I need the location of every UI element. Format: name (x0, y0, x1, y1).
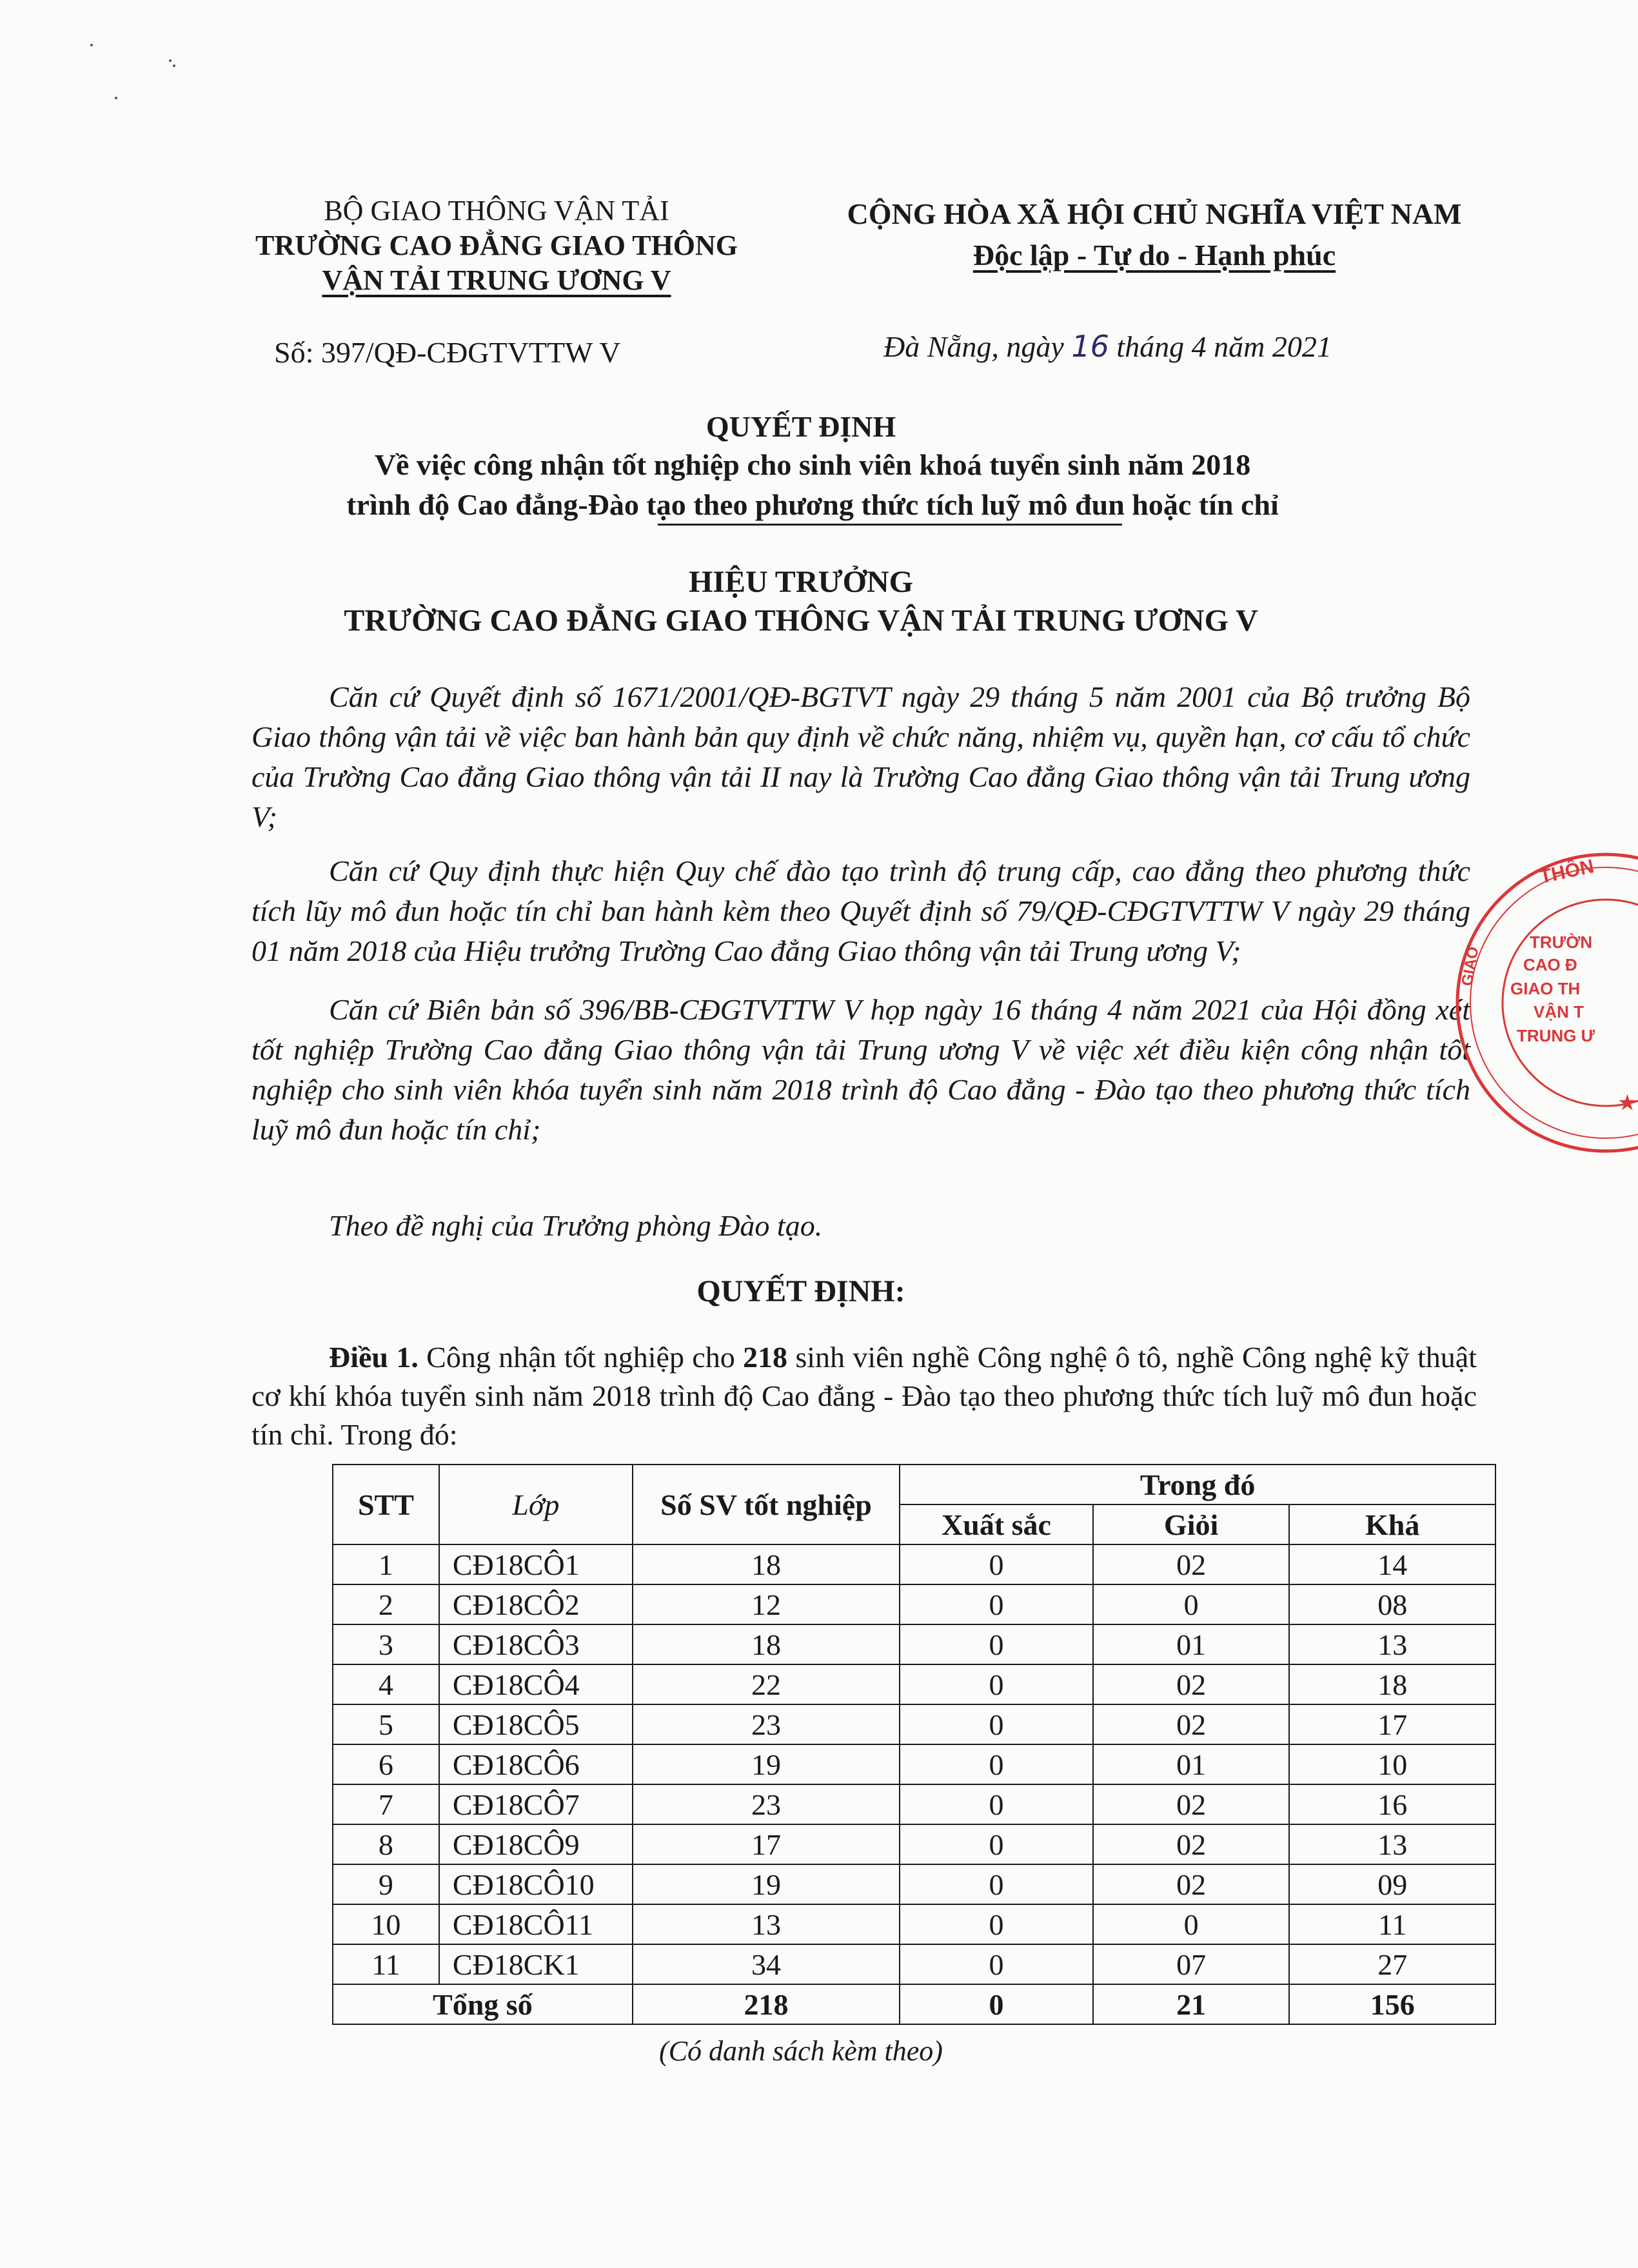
svg-text:VẬN T: VẬN T (1534, 1002, 1584, 1021)
cell-good: 02 (1093, 1704, 1290, 1744)
table-row (333, 1744, 1495, 1784)
school-name-line1: TRƯỜNG CAO ĐẲNG GIAO THÔNG (255, 230, 738, 261)
cell-excellent: 0 (900, 1744, 1093, 1784)
col-header-good: Giỏi (1093, 1504, 1290, 1544)
cell-stt: 9 (333, 1864, 439, 1904)
national-motto-block (793, 193, 1515, 276)
table-row (333, 1664, 1495, 1704)
cell-excellent: 0 (900, 1624, 1093, 1664)
cell-stt: 7 (333, 1784, 439, 1824)
cell-stt: 10 (333, 1904, 439, 1944)
issuing-agency-block (213, 193, 780, 298)
legal-basis-2: Căn cứ Quy định thực hiện Quy chế đào tạo trình độ trung cấp, cao đẳng theo phương thức tích lũy mô đun hoặc tín chỉ ban hành kèm theo Quyết định số 79/QĐ-CĐGTVTTW V ngày 29 tháng 01 năm 2018 của Hiệu trưởng Trường Cao đẳng Giao thông vận tải Trung ương V; (252, 854, 1470, 967)
article-1: Điều 1. Công nhận tốt nghiệp cho 218 sinh viên nghề Công nghệ ô tô, nghề Công nghệ kỹ thuật cơ khí khóa tuyển sinh năm 2018 trình độ Cao đẳng - Đào tạo theo phương thức tích luỹ mô đun hoặc tín chỉ. Trong đó: (252, 1341, 1477, 1451)
cell-good: 0 (1093, 1904, 1290, 1944)
cell-class: CĐ18CÔ1 (439, 1544, 633, 1584)
cell-excellent: 0 (900, 1784, 1093, 1824)
cell-class: CĐ18CÔ2 (439, 1584, 633, 1624)
cell-stt: 1 (333, 1544, 439, 1584)
legal-basis-3: Căn cứ Biên bản số 396/BB-CĐGTVTTW V họp ngày 16 tháng 4 năm 2021 của Hội đồng xét tốt nghiệp Trường Cao đẳng Giao thông vận tải Trung ương V về việc xét điều kiện công nhận tốt nghiệp cho sinh viên khóa tuyển sinh năm 2018 trình độ Cao đẳng - Đào tạo theo phương thức tích luỹ mô đun hoặc tín chỉ; (252, 993, 1470, 1146)
cell-graduates: 34 (633, 1944, 900, 1984)
scan-speck (90, 44, 93, 46)
svg-text:★: ★ (1619, 1092, 1636, 1114)
table-row (333, 1944, 1495, 1984)
col-header-excellent: Xuất sắc (900, 1504, 1093, 1544)
cell-good: 02 (1093, 1864, 1290, 1904)
cell-stt: 3 (333, 1624, 439, 1664)
cell-total-graduates: 218 (633, 1984, 900, 2024)
cell-stt: 8 (333, 1824, 439, 1864)
table-total-row (333, 1984, 1495, 2024)
cell-fair: 14 (1289, 1544, 1495, 1584)
scan-speck (169, 59, 172, 62)
document-date: Đà Nẵng, ngày 16 tháng 4 năm 2021 (883, 329, 1332, 364)
col-header-fair: Khá (1289, 1504, 1495, 1544)
cell-graduates: 17 (633, 1824, 900, 1864)
cell-class: CĐ18CK1 (439, 1944, 633, 1984)
motto: Độc lập - Tự do - Hạnh phúc (972, 239, 1336, 271)
cell-good: 01 (1093, 1744, 1290, 1784)
cell-fair: 08 (1289, 1584, 1495, 1624)
cell-excellent: 0 (900, 1864, 1093, 1904)
cell-good: 02 (1093, 1824, 1290, 1864)
svg-text:CAO Đ: CAO Đ (1523, 955, 1577, 974)
table-row (333, 1784, 1495, 1824)
document-subtitle: Về việc công nhận tốt nghiệp cho sinh viên khoá tuyển sinh năm 2018 trình độ Cao đẳng-Đào tạo theo phương thức tích luỹ mô đun hoặc tín chỉ (346, 448, 1279, 521)
svg-text:TRƯỜN: TRƯỜN (1530, 932, 1593, 952)
article-1-label: Điều 1. (329, 1341, 419, 1374)
cell-fair: 16 (1289, 1784, 1495, 1824)
scan-speck (173, 64, 175, 67)
scan-speck (115, 97, 117, 99)
cell-graduates: 23 (633, 1784, 900, 1824)
cell-fair: 27 (1289, 1944, 1495, 1984)
col-header-breakdown: Trong đó (900, 1464, 1495, 1504)
cell-excellent: 0 (900, 1824, 1093, 1864)
cell-class: CĐ18CÔ3 (439, 1624, 633, 1664)
cell-graduates: 23 (633, 1704, 900, 1744)
attachment-note: (Có danh sách kèm theo) (659, 2035, 943, 2067)
cell-graduates: 18 (633, 1544, 900, 1584)
table-row (333, 1864, 1495, 1904)
cell-class: CĐ18CÔ11 (439, 1904, 633, 1944)
cell-good: 0 (1093, 1584, 1290, 1624)
cell-good: 02 (1093, 1544, 1290, 1584)
decision-heading: QUYẾT ĐỊNH: (696, 1274, 905, 1308)
cell-graduates: 12 (633, 1584, 900, 1624)
graduation-table (332, 1464, 1496, 2025)
cell-good: 07 (1093, 1944, 1290, 1984)
country-name: CỘNG HÒA XÃ HỘI CHỦ NGHĨA VIỆT NAM (847, 197, 1462, 230)
cell-fair: 13 (1289, 1824, 1495, 1864)
cell-stt: 11 (333, 1944, 439, 1984)
official-seal (1445, 838, 1638, 1174)
legal-basis-4: Theo đề nghị của Trưởng phòng Đào tạo. (329, 1209, 823, 1242)
cell-total-excellent: 0 (900, 1984, 1093, 2024)
legal-basis-1: Căn cứ Quyết định số 1671/2001/QĐ-BGTVT ngày 29 tháng 5 năm 2001 của Bộ trưởng Bộ Giao thông vận tải về việc ban hành bản quy định về chức năng, nhiệm vụ, quyền hạn, cơ cấu tổ chức của Trường Cao đẳng Giao thông vận tải II nay là Trường Cao đẳng Giao thông vận tải Trung ương V; (252, 680, 1470, 833)
authority-title: HIỆU TRƯỞNG (688, 565, 914, 599)
svg-text:TRUNG Ư: TRUNG Ư (1517, 1026, 1595, 1045)
table-row (333, 1704, 1495, 1744)
cell-excellent: 0 (900, 1904, 1093, 1944)
svg-text:GIAO: GIAO (1458, 945, 1483, 988)
table-row (333, 1584, 1495, 1624)
cell-graduates: 19 (633, 1864, 900, 1904)
svg-text:GIAO TH: GIAO TH (1510, 979, 1581, 998)
col-header-class: Lớp (439, 1464, 633, 1544)
graduate-count: 218 (743, 1341, 788, 1374)
subtitle-underline (658, 524, 1122, 526)
cell-stt: 2 (333, 1584, 439, 1624)
table-row (333, 1624, 1495, 1664)
official-seal-graphic (1445, 838, 1638, 1174)
cell-class: CĐ18CÔ10 (439, 1864, 633, 1904)
cell-fair: 17 (1289, 1704, 1495, 1744)
document-number: Số: 397/QĐ-CĐGTVTTW V (274, 336, 621, 369)
cell-stt: 6 (333, 1744, 439, 1784)
document-title: QUYẾT ĐỊNH (706, 410, 896, 443)
cell-fair: 10 (1289, 1744, 1495, 1784)
cell-fair: 11 (1289, 1904, 1495, 1944)
handwritten-day: 16 (1071, 329, 1109, 364)
cell-excellent: 0 (900, 1544, 1093, 1584)
col-header-stt: STT (333, 1464, 439, 1544)
cell-stt: 5 (333, 1704, 439, 1744)
cell-graduates: 18 (633, 1624, 900, 1664)
school-name-line2: VẬN TẢI TRUNG ƯƠNG V (322, 264, 671, 296)
cell-class: CĐ18CÔ9 (439, 1824, 633, 1864)
cell-class: CĐ18CÔ5 (439, 1704, 633, 1744)
cell-class: CĐ18CÔ6 (439, 1744, 633, 1784)
cell-excellent: 0 (900, 1704, 1093, 1744)
cell-graduates: 13 (633, 1904, 900, 1944)
cell-fair: 13 (1289, 1624, 1495, 1664)
cell-excellent: 0 (900, 1664, 1093, 1704)
table-row (333, 1824, 1495, 1864)
cell-graduates: 22 (633, 1664, 900, 1704)
cell-excellent: 0 (900, 1584, 1093, 1624)
cell-total-label: Tổng số (333, 1984, 633, 2024)
cell-good: 02 (1093, 1784, 1290, 1824)
cell-good: 02 (1093, 1664, 1290, 1704)
cell-fair: 09 (1289, 1864, 1495, 1904)
table-row (333, 1904, 1495, 1944)
cell-total-fair: 156 (1289, 1984, 1495, 2024)
table-row (333, 1544, 1495, 1584)
ministry-name: BỘ GIAO THÔNG VẬN TẢI (324, 195, 669, 226)
cell-graduates: 19 (633, 1744, 900, 1784)
cell-total-good: 21 (1093, 1984, 1290, 2024)
cell-excellent: 0 (900, 1944, 1093, 1984)
svg-text:THÔN: THÔN (1537, 855, 1596, 888)
col-header-graduates: Số SV tốt nghiệp (633, 1464, 900, 1544)
cell-class: CĐ18CÔ4 (439, 1664, 633, 1704)
authority-organization: TRƯỜNG CAO ĐẲNG GIAO THÔNG VẬN TẢI TRUNG ƯƠNG V (344, 604, 1258, 638)
cell-good: 01 (1093, 1624, 1290, 1664)
cell-fair: 18 (1289, 1664, 1495, 1704)
cell-class: CĐ18CÔ7 (439, 1784, 633, 1824)
cell-stt: 4 (333, 1664, 439, 1704)
